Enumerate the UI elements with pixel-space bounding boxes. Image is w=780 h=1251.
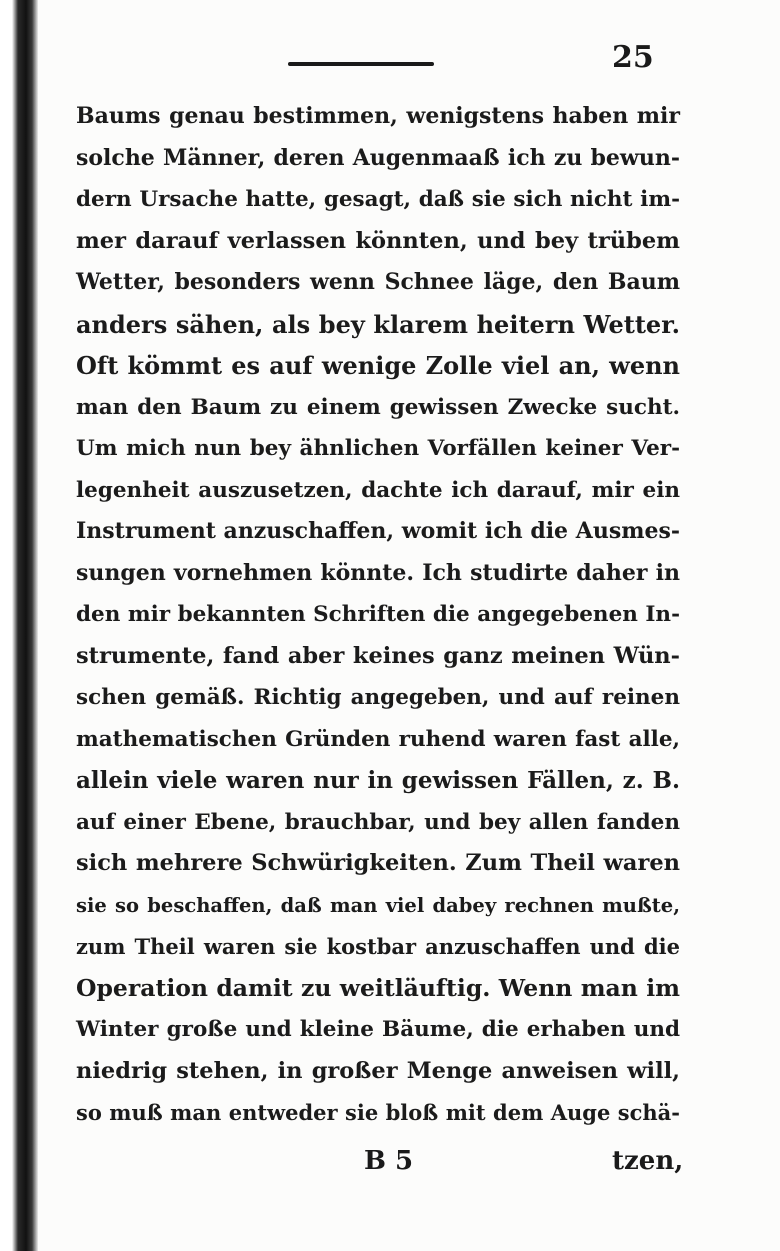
text-line: den mir bekannten Schriften die angegebenen In- — [76, 602, 680, 627]
text-line: solche Männer, deren Augenmaaß ich zu bewun- — [76, 144, 680, 171]
text-line: zum Theil waren sie kostbar anzuschaffen und die — [76, 934, 680, 959]
text-line: sich mehrere Schwürigkeiten. Zum Theil waren — [76, 850, 680, 876]
body-text — [76, 96, 680, 1134]
text-line: strumente, fand aber keines ganz meinen Wün- — [76, 642, 680, 669]
text-line: Oft kömmt es auf wenige Zolle viel an, wenn — [76, 351, 680, 380]
text-line: legenheit auszusetzen, dachte ich darauf, mir ein — [76, 477, 680, 503]
text-line: auf einer Ebene, brauchbar, und bey allen fanden — [76, 809, 680, 835]
signature-mark: B 5 — [364, 1146, 414, 1176]
text-line: Um mich nun bey ähnlichen Vorfällen keiner Ver- — [76, 436, 680, 461]
text-line: Operation damit zu weitläuftig. Wenn man im — [76, 973, 680, 1002]
text-line: so muß man entweder sie bloß mit dem Auge schä- — [76, 1100, 680, 1125]
text-line: schen gemäß. Richtig angegeben, und auf reinen — [76, 685, 680, 710]
text-line: mathematischen Gründen ruhend waren fast alle, — [76, 726, 680, 752]
catchword: tzen, — [612, 1146, 684, 1176]
text-line: Winter große und kleine Bäume, die erhaben und — [76, 1017, 680, 1042]
text-line: allein viele waren nur in gewissen Fällen, z. B. — [76, 767, 680, 794]
header-rule — [288, 62, 434, 66]
text-line: anders sähen, als bey klarem heitern Wetter. — [76, 309, 680, 339]
text-line: Wetter, besonders wenn Schnee läge, den Baum — [76, 269, 680, 295]
text-line: mer darauf verlassen könnten, und bey trübem — [76, 227, 680, 254]
text-line: man den Baum zu einem gewissen Zwecke sucht. — [76, 394, 680, 420]
text-line: dern Ursache hatte, gesagt, daß sie sich nicht im- — [76, 187, 680, 212]
text-line: sie so beschaffen, daß man viel dabey rechnen mußte, — [76, 893, 680, 917]
text-line: Instrument anzuschaffen, womit ich die Ausmes- — [76, 518, 680, 544]
text-line: niedrig stehen, in großer Menge anweisen will, — [76, 1057, 680, 1084]
text-line: Baums genau bestimmen, wenigstens haben mir — [76, 103, 680, 129]
page-number: 25 — [612, 40, 654, 75]
book-spine-shadow — [0, 0, 38, 1251]
text-line: sungen vornehmen könnte. Ich studirte daher in — [76, 559, 680, 586]
